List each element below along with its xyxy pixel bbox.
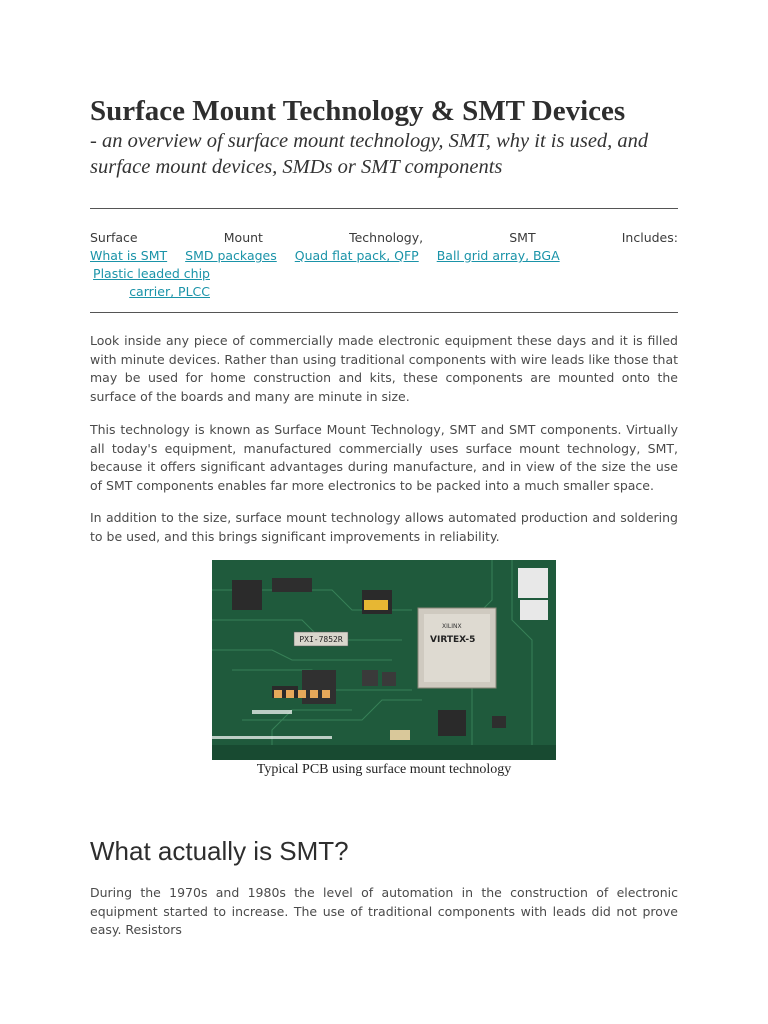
link-what-is-smt[interactable]: What is SMT [90, 248, 168, 263]
figure-caption: Typical PCB using surface mount technology [256, 762, 512, 777]
includes-links [90, 247, 678, 301]
pcb-illustration [212, 560, 556, 760]
page-title: Surface Mount Technology & SMT Devices [90, 95, 626, 127]
chip-brand-label: XILINX [442, 623, 462, 630]
link-plcc[interactable]: Plastic leaded chip carrier, PLCC [93, 266, 210, 299]
includes-heading-word: SMT [509, 230, 536, 245]
includes-heading-word: Includes: [621, 230, 678, 245]
includes-block [90, 229, 678, 301]
link-quad-flat-pack[interactable]: Quad flat pack, QFP [294, 248, 419, 263]
paragraph-2: This technology is known as Surface Mount Technology, SMT and SMT components. Virtually all today's equipment, manufactured commercially uses surface mount technology, SMT, because it offers significant advantages during manufacture, and in view of the size the use of SMT components enables far more electronics to be packed into a much smaller space. [90, 422, 678, 493]
page-subtitle: - an overview of surface mount technology, SMT, why it is used, and surface mount devices, SMDs or SMT components [90, 130, 649, 178]
paragraph-3: In addition to the size, surface mount technology allows automated production and soldering to be used, and this brings significant improvements in reliability. [90, 510, 678, 544]
board-label: PXI-7852R [299, 635, 343, 644]
section-heading: What actually is SMT? [90, 836, 349, 866]
link-smd-packages[interactable]: SMD packages [185, 248, 277, 263]
includes-heading-word: Surface [90, 230, 138, 245]
includes-heading-word: Mount [223, 230, 263, 245]
includes-heading-word: Technology, [349, 230, 424, 245]
link-ball-grid-array[interactable]: Ball grid array, BGA [436, 248, 560, 263]
section-paragraph: During the 1970s and 1980s the level of automation in the construction of electronic equipment started to increase. The use of traditional components with leads did not prove easy. Resistors [90, 885, 678, 938]
paragraph-1: Look inside any piece of commercially made electronic equipment these days and it is filled with minute devices. Rather than using traditional components with wire leads like those that may be used for home construction and kits, these components are mounted onto the surface of the boards and many are minute in size. [90, 333, 678, 404]
chip-model-label: VIRTEX-5 [430, 635, 476, 645]
includes-heading [90, 229, 678, 247]
divider-bottom [90, 312, 678, 313]
pcb-image [212, 560, 556, 760]
divider-top [90, 208, 678, 209]
